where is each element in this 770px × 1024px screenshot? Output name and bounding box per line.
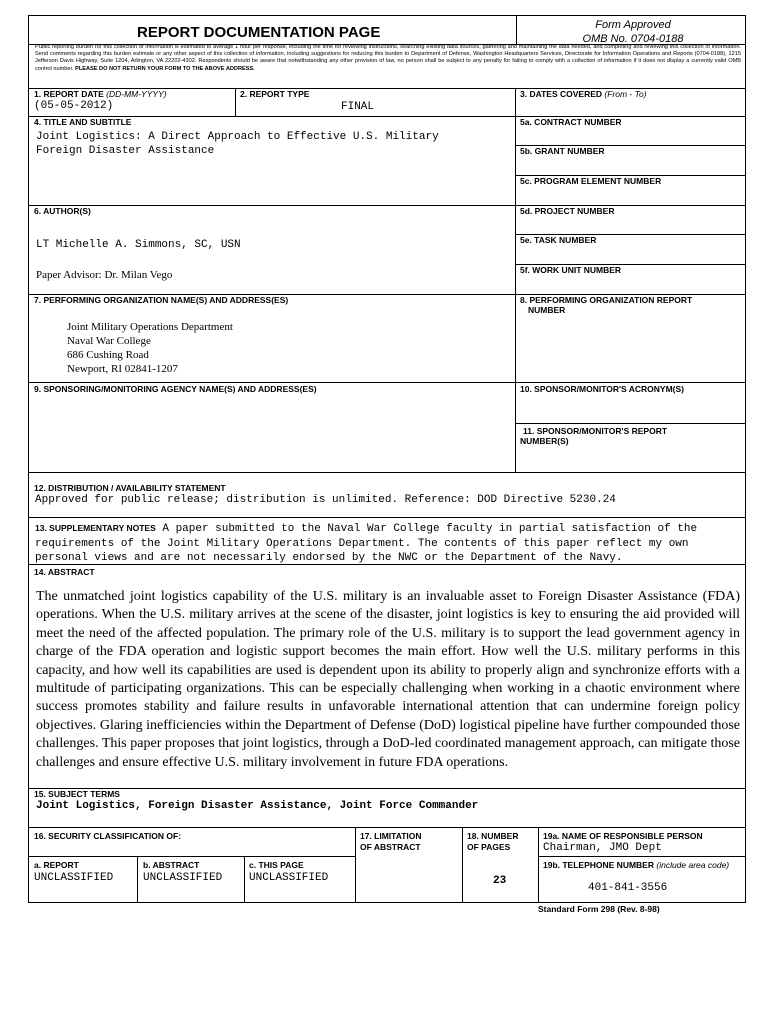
program-element-label: 5c. PROGRAM ELEMENT NUMBER [520, 176, 662, 186]
title-label: 4. TITLE AND SUBTITLE [34, 117, 132, 127]
limitation-label-2: OF ABSTRACT [360, 842, 421, 852]
report-class-value[interactable]: UNCLASSIFIED [34, 872, 114, 884]
project-number-label: 5d. PROJECT NUMBER [520, 206, 615, 216]
standard-form-number: Standard Form 298 (Rev. 8-98) [538, 904, 660, 914]
abstract-class-label: b. ABSTRACT [143, 860, 200, 870]
telephone-label: 19b. TELEPHONE NUMBER (include area code) [543, 860, 730, 870]
pages-label-2: OF PAGES [467, 842, 511, 852]
report-class-label: a. REPORT [34, 860, 79, 870]
paper-advisor[interactable]: Paper Advisor: Dr. Milan Vego [36, 269, 173, 281]
supplementary-notes[interactable] [35, 521, 743, 566]
performing-report-label-2: NUMBER [528, 305, 566, 315]
address-line: Newport, RI 02841-1207 [67, 363, 178, 375]
title-line-1[interactable]: Joint Logistics: A Direct Approach to Effective U.S. Military [36, 131, 439, 143]
address-line: 686 Cushing Road [67, 349, 149, 361]
abstract-text[interactable]: The unmatched joint logistics capability of the U.S. military is an invaluable asset to Foreign Disaster Assistance (FDA) operations. When the U.S. military arrives at the scene of the disaster, joint logistics is key to ensuring the aid provided will meet the need of the affected population. The primary role of the U.S. military is to support the lead government agency in charge of the FDA operation and logistic support becomes the main effort. How well the U.S. military performs in this capacity, and how well its capabilities are used is dependent upon its ability to properly align and synchronize efforts with a multitude of participating organizations. This can be especially challenging when working in a chaotic environment where success promotes stability and failure results in unfavorable international attention that can undermine foreign policy objectives. Glaring inefficiencies within the Department of Defense (DoD) logistical pipeline have further compounded those challenges. This paper proposes that joint logistics, through a DoD-led coordinated management approach, can mitigate those challenges and ensure effective U.S. military involvement in future FDA operations. [36, 589, 740, 770]
telephone-number[interactable]: 401-841-3556 [588, 882, 668, 894]
supplementary-notes-label: 13. SUPPLEMENTARY NOTES [35, 523, 156, 533]
report-date-label: 1. REPORT DATE (DD-MM-YYYY) [34, 89, 167, 99]
page-count[interactable]: 23 [493, 875, 507, 887]
performing-report-label-1: 8. PERFORMING ORGANIZATION REPORT [520, 295, 693, 305]
page-class-label: c. THIS PAGE [249, 860, 304, 870]
title-line-2[interactable]: Foreign Disaster Assistance [36, 145, 215, 157]
report-type-value[interactable]: FINAL [341, 101, 375, 113]
burden-warning: PLEASE DO NOT RETURN YOUR FORM TO THE ABOVE ADDRESS. [75, 65, 255, 72]
author-name[interactable]: LT Michelle A. Simmons, SC, USN [36, 239, 241, 251]
pages-label-1: 18. NUMBER [467, 831, 519, 841]
abstract-class-value[interactable]: UNCLASSIFIED [143, 872, 223, 884]
grant-number-label: 5b. GRANT NUMBER [520, 146, 605, 156]
dates-covered-label: 3. DATES COVERED (From - To) [520, 89, 647, 99]
work-unit-label: 5f. WORK UNIT NUMBER [520, 265, 622, 275]
contract-number-label: 5a. CONTRACT NUMBER [520, 117, 622, 127]
responsible-person[interactable]: Chairman, JMO Dept [543, 842, 662, 854]
report-type-label: 2. REPORT TYPE [240, 89, 310, 99]
burden-statement [35, 44, 741, 73]
report-date-value[interactable]: (05-05-2012) [34, 100, 114, 112]
sponsor-report-label-1: 11. SPONSOR/MONITOR'S REPORT [523, 426, 668, 436]
task-number-label: 5e. TASK NUMBER [520, 235, 597, 245]
page-title: REPORT DOCUMENTATION PAGE [137, 24, 381, 41]
responsible-person-label: 19a. NAME OF RESPONSIBLE PERSON [543, 831, 703, 841]
omb-number: OMB No. 0704-0188 [582, 33, 684, 45]
address-line: Joint Military Operations Department [67, 321, 233, 333]
sponsor-report-label-2: NUMBER(S) [520, 436, 569, 446]
supplementary-notes-text: A paper submitted to the Naval War College faculty in partial satisfaction of the requirements of the Joint Military Operations Department. The contents of this paper reflect my own personal views and are not necessarily endorsed by the NWC or the Department of the Navy. [35, 523, 698, 564]
page-class-value[interactable]: UNCLASSIFIED [249, 872, 329, 884]
report-documentation-form [28, 15, 746, 903]
abstract-label: 14. ABSTRACT [34, 567, 95, 577]
performing-org-address[interactable] [67, 320, 233, 376]
subject-terms[interactable]: Joint Logistics, Foreign Disaster Assistance, Joint Force Commander [36, 800, 479, 812]
form-approved-text: Form Approved [595, 19, 671, 31]
sponsoring-agency-label: 9. SPONSORING/MONITORING AGENCY NAME(S) AND ADDRESS(ES) [34, 384, 317, 394]
form-approved-box [519, 18, 747, 46]
subject-terms-label: 15. SUBJECT TERMS [34, 789, 120, 799]
sponsor-acronym-label: 10. SPONSOR/MONITOR'S ACRONYM(S) [520, 384, 685, 394]
burden-text: Public reporting burden for this collection of information is estimated to average 1 hour per response, including the time for reviewing instructions, searching existing data sources, gathering and maintaining the data needed, and completing and reviewing this collection of information. Send comments regarding this burden estimate or any other aspect of this collection of information, including suggestions for reducing this burden to Department of Defense, Washington Headquarters Services, Directorate for Information Operations and Reports (0704-0188), 1215 Jefferson Davis Highway, Suite 1204, Arlington, VA 22202-4302. Respondents should be aware that notwithstanding any other provision of law, no person shall be subject to any penalty for failing to comply with a collection of information if it does not display a currently valid OMB control number. [35, 44, 741, 72]
security-classification-label: 16. SECURITY CLASSIFICATION OF: [34, 831, 182, 841]
limitation-label-1: 17. LIMITATION [360, 831, 422, 841]
address-line: Naval War College [67, 335, 151, 347]
performing-org-label: 7. PERFORMING ORGANIZATION NAME(S) AND ADDRESS(ES) [34, 295, 289, 305]
distribution-label: 12. DISTRIBUTION / AVAILABILITY STATEMENT [34, 483, 226, 493]
authors-label: 6. AUTHOR(S) [34, 206, 91, 216]
distribution-statement[interactable]: Approved for public release; distribution is unlimited. Reference: DOD Directive 5230.24 [35, 494, 616, 506]
